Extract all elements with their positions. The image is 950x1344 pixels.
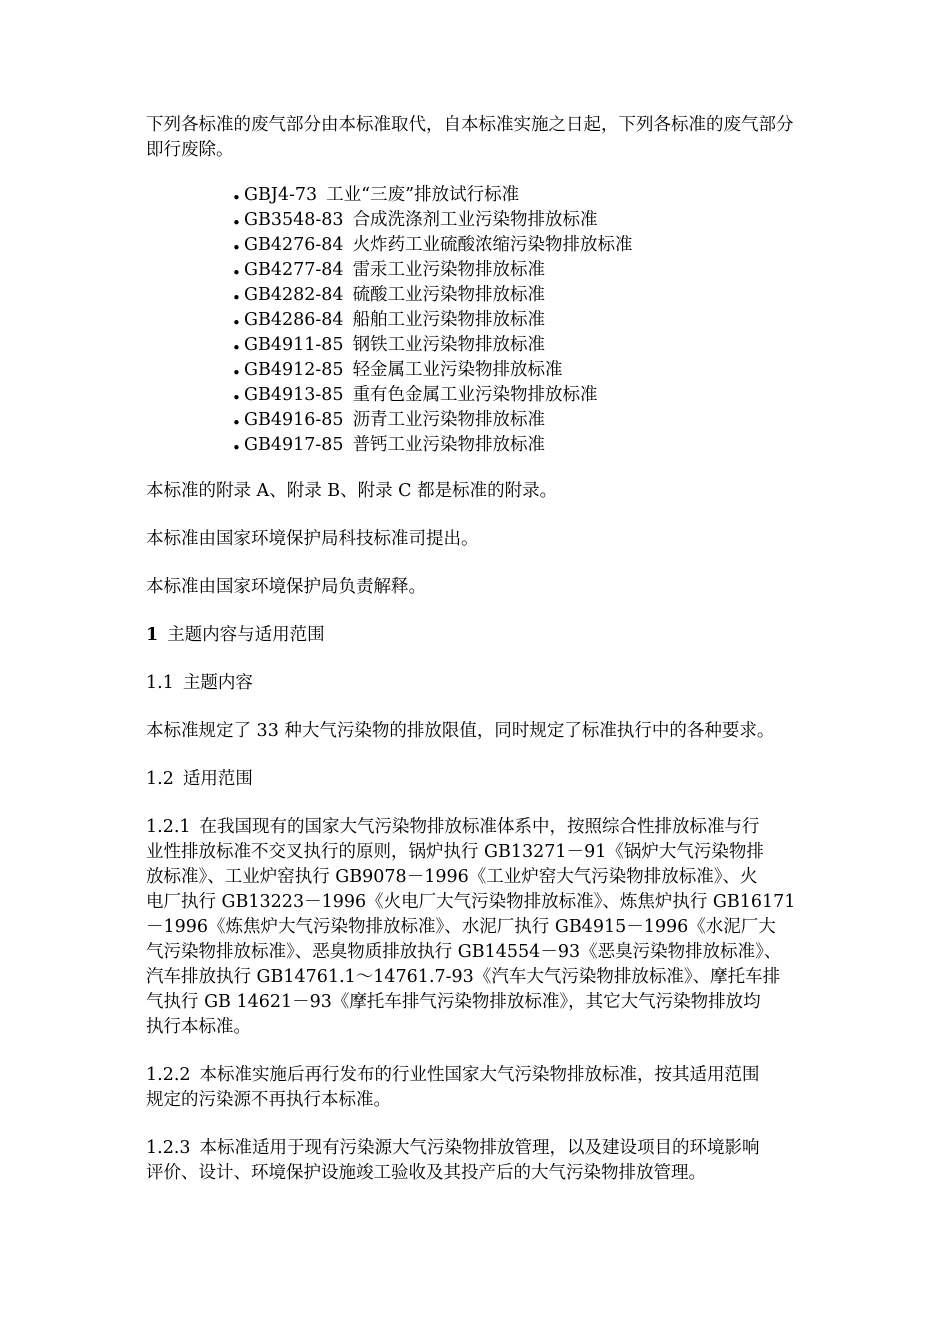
- standard-code: GB3548-83: [244, 210, 344, 230]
- clause-line: [146, 815, 808, 840]
- proposed-by-note: 本标准由国家环境保护局科技标准司提出。: [146, 529, 479, 549]
- bullet-icon: •: [232, 414, 241, 432]
- bullet-icon: •: [232, 439, 241, 457]
- bullet-icon: •: [232, 314, 241, 332]
- intro-paragraph: 下列各标准的废气部分由本标准取代，自本标准实施之日起，下列各标准的废气部分即行废除。: [146, 115, 794, 160]
- list-item: [232, 383, 808, 408]
- standard-name: 硫酸工业污染物排放标准: [352, 285, 546, 305]
- standard-code: GB4912-85: [244, 360, 344, 380]
- section-number: 1: [146, 625, 159, 645]
- standard-code: GB4913-85: [244, 385, 344, 405]
- section-1-1-heading: [146, 671, 808, 696]
- clause-line: 气污染物排放标准》、恶臭物质排放执行 GB14554－93《恶臭污染物排放标准》、: [146, 942, 782, 962]
- standard-code: GB4911-85: [244, 335, 344, 355]
- clause-line: 评价、设计、环境保护设施竣工验收及其投产后的大气污染物排放管理。: [146, 1163, 706, 1183]
- clause-line: 电厂执行 GB13223－1996《火电厂大气污染物排放标准》、炼焦炉执行 GB16171: [146, 892, 796, 912]
- section-1-1-body: 本标准规定了 33 种大气污染物的排放限值，同时规定了标准执行中的各种要求。: [146, 721, 775, 741]
- clause-text: 本标准适用于现有污染源大气污染物排放管理，以及建设项目的环境影响: [199, 1138, 760, 1158]
- section-title: 主题内容与适用范围: [167, 625, 325, 645]
- standard-name: 沥青工业污染物排放标准: [352, 410, 546, 430]
- list-item: [232, 233, 808, 258]
- clause-line: [146, 1136, 808, 1161]
- clause-line: 放标准》、工业炉窑执行 GB9078－1996《工业炉窑大气污染物排放标准》、火: [146, 867, 758, 887]
- list-item: [232, 308, 808, 333]
- clause-line: 业性排放标准不交叉执行的原则，锅炉执行 GB13271－91《锅炉大气污染物排: [146, 842, 764, 862]
- standard-name: 合成洗涤剂工业污染物排放标准: [352, 210, 598, 230]
- list-item: [232, 183, 808, 208]
- standard-name: 轻金属工业污染物排放标准: [352, 360, 563, 380]
- list-item: [232, 283, 808, 308]
- clause-1-2-3: [146, 1136, 808, 1186]
- section-title: 主题内容: [182, 673, 253, 693]
- section-number: 1.2: [146, 769, 174, 789]
- bullet-icon: •: [232, 214, 241, 232]
- section-1-2-heading: [146, 767, 808, 792]
- standard-code: GB4282-84: [244, 285, 344, 305]
- standard-name: 雷汞工业污染物排放标准: [352, 260, 546, 280]
- list-item: [232, 208, 808, 233]
- standard-code: GB4917-85: [244, 435, 344, 455]
- clause-line: －1996《炼焦炉大气污染物排放标准》、水泥厂执行 GB4915－1996《水泥厂大: [146, 917, 776, 937]
- superseded-standards-list: [146, 183, 808, 458]
- clause-line: 规定的污染源不再执行本标准。: [146, 1090, 391, 1110]
- bullet-icon: •: [232, 189, 241, 207]
- bullet-icon: •: [232, 239, 241, 257]
- standard-name: 工业“三废”排放试行标准: [326, 185, 520, 205]
- standard-name: 钢铁工业污染物排放标准: [352, 335, 546, 355]
- clause-line: 执行本标准。: [146, 1017, 251, 1037]
- standard-code: GBJ4-73: [244, 185, 318, 205]
- bullet-icon: •: [232, 289, 241, 307]
- clause-1-2-1: [146, 815, 808, 1040]
- bullet-icon: •: [232, 389, 241, 407]
- document-page: [146, 113, 808, 1209]
- standard-code: GB4286-84: [244, 310, 344, 330]
- appendix-note: 本标准的附录 A、附录 B、附录 C 都是标准的附录。: [146, 481, 558, 501]
- clause-number: 1.2.2: [146, 1065, 191, 1085]
- section-title: 适用范围: [182, 769, 253, 789]
- list-item: [232, 358, 808, 383]
- standard-name: 火炸药工业硫酸浓缩污染物排放标准: [352, 235, 633, 255]
- clause-text: 在我国现有的国家大气污染物排放标准体系中，按照综合性排放标准与行: [199, 817, 760, 837]
- clause-line: 汽车排放执行 GB14761.1～14761.7-93《汽车大气污染物排放标准》、摩托车排: [146, 967, 781, 987]
- bullet-icon: •: [232, 339, 241, 357]
- interpreted-by-note: 本标准由国家环境保护局负责解释。: [146, 577, 426, 597]
- standard-code: GB4276-84: [244, 235, 344, 255]
- bullet-icon: •: [232, 264, 241, 282]
- clause-text: 本标准实施后再行发布的行业性国家大气污染物排放标准，按其适用范围: [199, 1065, 760, 1085]
- clause-number: 1.2.3: [146, 1138, 191, 1158]
- standard-name: 普钙工业污染物排放标准: [352, 435, 546, 455]
- section-number: 1.1: [146, 673, 174, 693]
- clause-line: 气执行 GB 14621－93《摩托车排气污染物排放标准》，其它大气污染物排放均: [146, 992, 761, 1012]
- list-item: [232, 258, 808, 283]
- list-item: [232, 433, 808, 458]
- standard-code: GB4277-84: [244, 260, 344, 280]
- standard-code: GB4916-85: [244, 410, 344, 430]
- list-item: [232, 333, 808, 358]
- clause-line: [146, 1063, 808, 1088]
- clause-number: 1.2.1: [146, 817, 191, 837]
- clause-1-2-2: [146, 1063, 808, 1113]
- list-item: [232, 408, 808, 433]
- section-1-heading: [146, 623, 808, 648]
- bullet-icon: •: [232, 364, 241, 382]
- standard-name: 重有色金属工业污染物排放标准: [352, 385, 598, 405]
- standard-name: 船舶工业污染物排放标准: [352, 310, 546, 330]
